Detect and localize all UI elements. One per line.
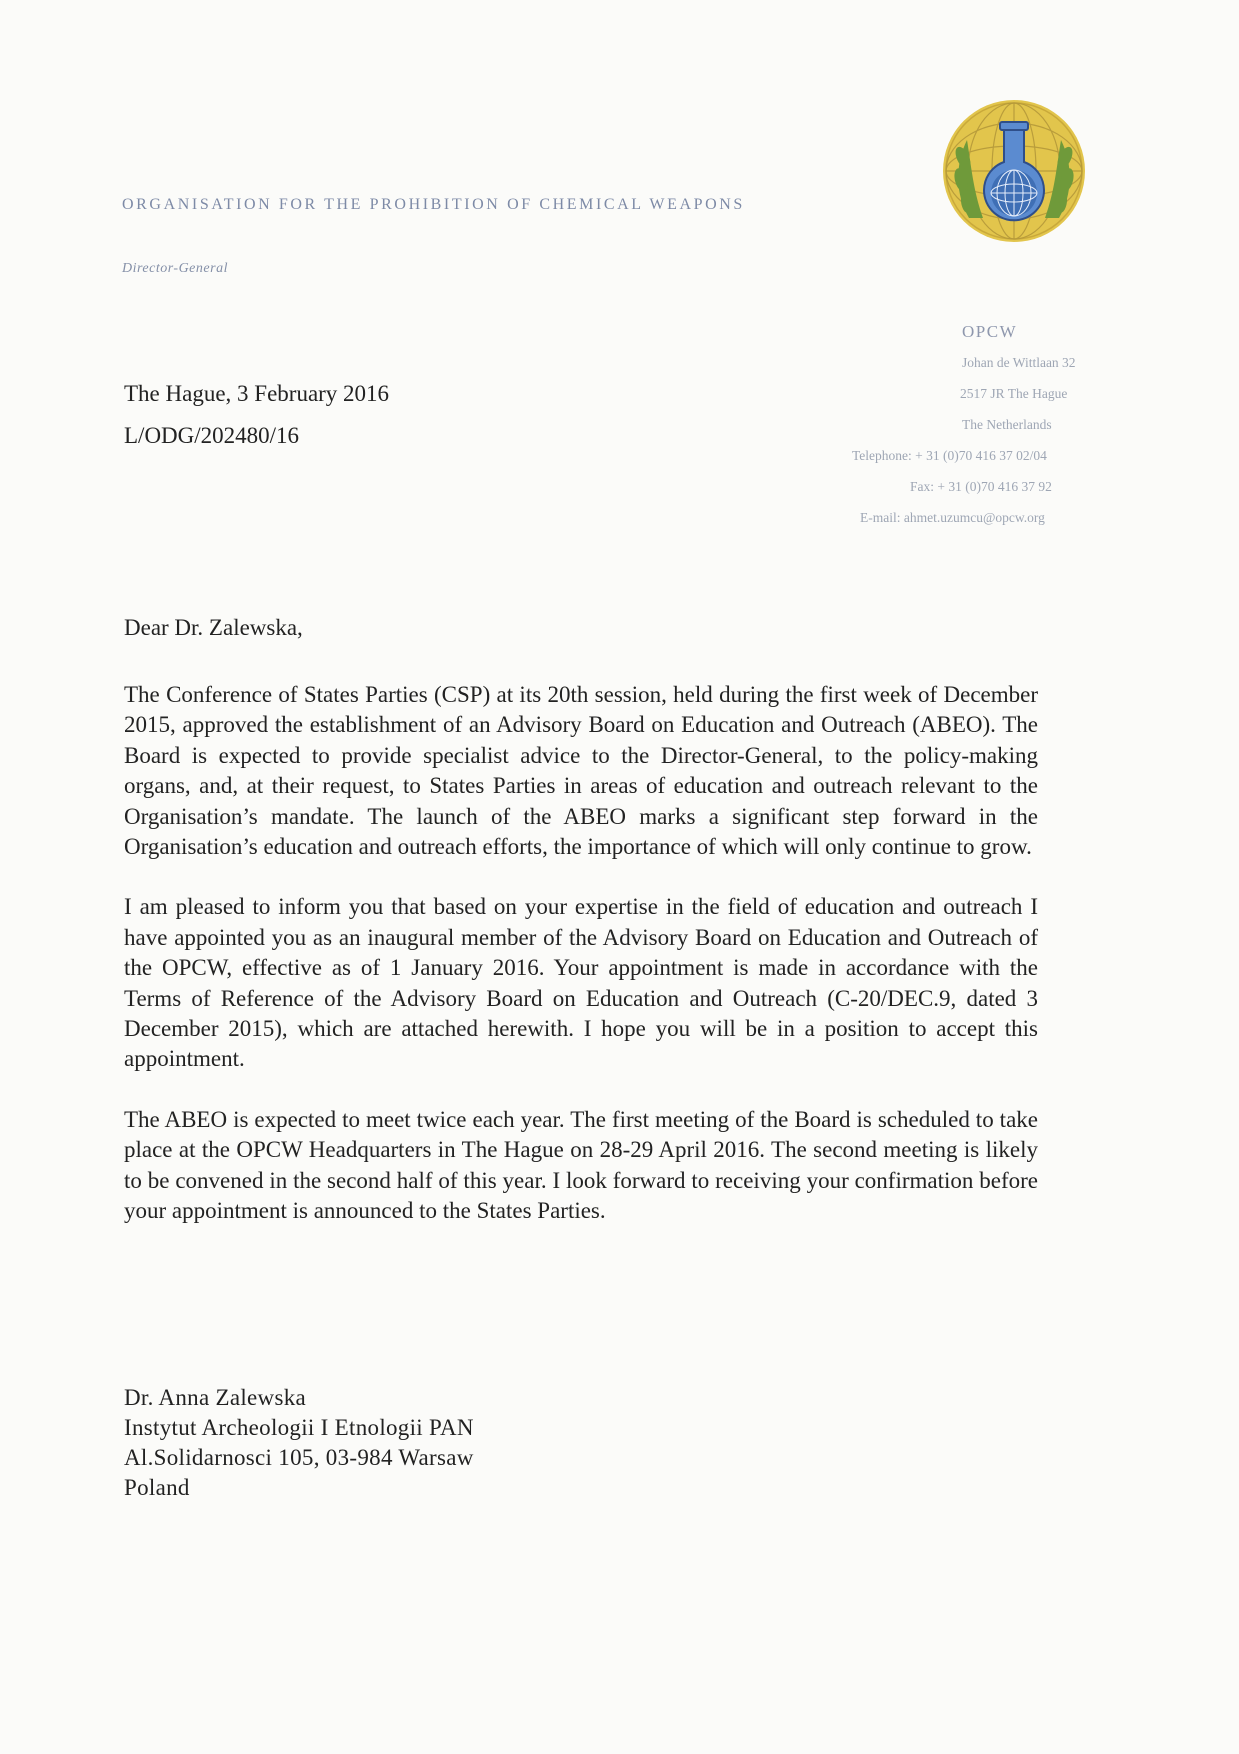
opcw-logo (941, 98, 1087, 244)
salutation: Dear Dr. Zalewska, (124, 615, 303, 640)
address-country: The Netherlands (962, 417, 1052, 432)
body-paragraph: The ABEO is expected to meet twice each year. The first meeting of the Board is scheduled to take place at the OPCW Headquarters in The Hague on 28-29 April 2016. The second meeting is likely to be convened in the second half of this year. I look forward to receiving your confirmation before your appointment is announced to the States Parties. (124, 1106, 1038, 1224)
reference-number: L/ODG/202480/16 (124, 423, 300, 448)
letterhead-title: Director-General (122, 261, 228, 276)
sender-address (852, 316, 1175, 533)
recipient-street: Al.Solidarnosci 105, 03-984 Warsaw (124, 1445, 474, 1470)
address-telephone: Telephone: + 31 (0)70 416 37 02/04 (852, 448, 1047, 463)
recipient-address (124, 1383, 474, 1503)
letter-body (124, 680, 1038, 1257)
address-street: Johan de Wittlaan 32 (962, 355, 1076, 370)
address-email: E-mail: ahmet.uzumcu@opcw.org (860, 510, 1045, 525)
address-postal: 2517 JR The Hague (960, 386, 1068, 401)
place-and-date: The Hague, 3 February 2016 (124, 381, 390, 406)
body-paragraph: The Conference of States Parties (CSP) at its 20th session, held during the first week of December 2015, approved the establishment of an Advisory Board on Education and Outreach (ABEO). The Board is expected to provide specialist advice to the Director-General, to the policy-making organs, and, at their request, to States Parties in areas of education and outreach relevant to the Organisation’s mandate. The launch of the ABEO marks a significant step forward in the Organisation’s education and outreach efforts, the importance of which will only continue to grow. (124, 682, 1038, 860)
recipient-name: Dr. Anna Zalewska (124, 1385, 307, 1410)
body-paragraph: I am pleased to inform you that based on your expertise in the field of education and outreach I have appointed you as an inaugural member of the Advisory Board on Education and Outreach of the OPCW, effective as of 1 January 2016. Your appointment is made in accordance with the Terms of Reference of the Advisory Board on Education and Outreach (C-20/DEC.9, dated 3 December 2015), which are attached herewith. I hope you will be in a position to accept this appointment. (124, 894, 1038, 1072)
recipient-institution: Instytut Archeologii I Etnologii PAN (124, 1415, 474, 1440)
address-org-short: OPCW (962, 322, 1018, 341)
recipient-country: Poland (124, 1475, 190, 1500)
address-fax: Fax: + 31 (0)70 416 37 92 (910, 479, 1052, 494)
opcw-emblem-icon (941, 98, 1087, 244)
letterhead-org-name: ORGANISATION FOR THE PROHIBITION OF CHEMICAL WEAPONS (122, 196, 745, 213)
